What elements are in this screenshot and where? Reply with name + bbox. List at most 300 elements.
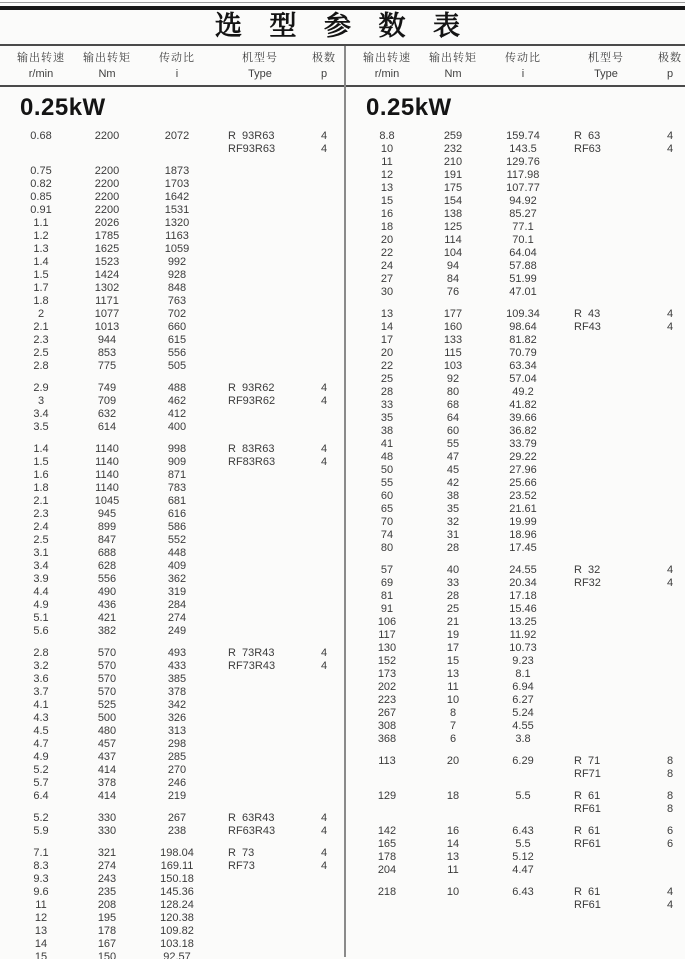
table-row: [352, 308, 685, 321]
cell-speed: 14: [34, 938, 48, 950]
cell-speed: 15: [380, 195, 394, 207]
col-header-ratio: [484, 51, 562, 81]
cell-poles: [304, 764, 344, 777]
cell-type: [216, 777, 304, 790]
cell-type: RF93R62: [228, 395, 276, 407]
cell-torque: 208: [97, 899, 117, 911]
cell-type: [562, 616, 650, 629]
cell-torque: 1785: [94, 230, 120, 242]
table-row: [352, 169, 685, 182]
cell-type: RF93R63: [228, 143, 276, 155]
model-block: [352, 886, 685, 912]
cell-speed: 12: [34, 912, 48, 924]
cell-type: [562, 221, 650, 234]
cell-type: [216, 360, 304, 373]
model-block: [6, 812, 344, 838]
cell-poles: [304, 938, 344, 951]
cell-ratio: 783: [167, 482, 187, 494]
cell-torque: 76: [446, 286, 460, 298]
table-row: [352, 803, 685, 816]
table-row: [6, 191, 344, 204]
cell-torque: 614: [97, 421, 117, 433]
cell-speed: 18: [380, 221, 394, 233]
cell-ratio: 107.77: [506, 182, 540, 194]
cell-ratio: 92.57: [163, 951, 191, 959]
cell-speed: 74: [380, 529, 394, 541]
table-row: [352, 286, 685, 299]
cell-torque: 235: [97, 886, 117, 898]
cell-torque: 899: [97, 521, 117, 533]
cell-torque: 60: [446, 425, 460, 437]
cell-speed: 308: [377, 720, 397, 732]
top-border-thin: [0, 2, 685, 3]
cell-ratio: 33.79: [509, 438, 537, 450]
model-block: [352, 130, 685, 299]
table-row: [6, 912, 344, 925]
cell-type: [562, 360, 650, 373]
cell-ratio: 219: [167, 790, 187, 802]
cell-speed: 3: [37, 395, 45, 407]
table-row: [352, 516, 685, 529]
cell-poles: [650, 590, 685, 603]
cell-speed: 3.4: [33, 560, 49, 572]
cell-type: [562, 642, 650, 655]
cell-poles: [650, 542, 685, 555]
cell-type: RF73R43: [228, 660, 276, 672]
cell-speed: 13: [34, 925, 48, 937]
cell-type: [562, 464, 650, 477]
table-row: [6, 586, 344, 599]
cell-type: [216, 712, 304, 725]
cell-type: RF32: [574, 577, 601, 589]
table-row: [352, 464, 685, 477]
cell-torque: 40: [446, 564, 460, 576]
table-row: [352, 130, 685, 143]
cell-poles: [304, 777, 344, 790]
cell-speed: 3.5: [33, 421, 49, 433]
table-row: [6, 925, 344, 938]
cell-poles: [304, 738, 344, 751]
cell-poles: [650, 668, 685, 681]
cell-type: [216, 178, 304, 191]
table-row: [6, 143, 344, 156]
cell-ratio: 681: [167, 495, 187, 507]
cell-speed: 2: [37, 308, 45, 320]
cell-torque: 414: [97, 790, 117, 802]
cell-torque: 274: [97, 860, 117, 872]
cell-type: [216, 308, 304, 321]
table-header-right: [346, 51, 685, 81]
cell-speed: 0.82: [30, 178, 52, 190]
table-row: [6, 204, 344, 217]
table-row: [6, 382, 344, 395]
cell-poles: [304, 873, 344, 886]
cell-ratio: 274: [167, 612, 187, 624]
cell-ratio: 238: [167, 825, 187, 837]
cell-poles: 4: [320, 395, 328, 407]
cell-poles: [650, 334, 685, 347]
cell-type: [216, 204, 304, 217]
cell-ratio: 29.22: [509, 451, 537, 463]
cell-torque: 175: [443, 182, 463, 194]
cell-ratio: 992: [167, 256, 187, 268]
col-header-unit: i: [175, 68, 179, 80]
cell-ratio: 81.82: [509, 334, 537, 346]
col-header-label: 输出转速: [17, 52, 65, 64]
cell-torque: 1077: [94, 308, 120, 320]
col-header-torque: [76, 51, 138, 81]
cell-torque: 19: [446, 629, 460, 641]
cell-torque: 1013: [94, 321, 120, 333]
cell-type: [216, 191, 304, 204]
cell-ratio: 51.99: [509, 273, 537, 285]
cell-type: [216, 408, 304, 421]
table-row: [6, 395, 344, 408]
cell-type: [216, 586, 304, 599]
col-header-torque: [422, 51, 484, 81]
cell-type: [216, 508, 304, 521]
cell-speed: 267: [377, 707, 397, 719]
cell-speed: 17: [380, 334, 394, 346]
table-row: [352, 221, 685, 234]
cell-speed: 5.2: [33, 812, 49, 824]
cell-ratio: 4.55: [512, 720, 534, 732]
col-header-type: [562, 51, 650, 81]
cell-speed: 25: [380, 373, 394, 385]
cell-poles: 8: [666, 768, 674, 780]
cell-type: [562, 707, 650, 720]
cell-type: [562, 490, 650, 503]
cell-type: [216, 495, 304, 508]
cell-poles: [650, 399, 685, 412]
cell-torque: 38: [446, 490, 460, 502]
cell-poles: [650, 156, 685, 169]
cell-torque: 68: [446, 399, 460, 411]
table-row: [352, 733, 685, 746]
table-row: [352, 886, 685, 899]
cell-poles: [304, 165, 344, 178]
cell-speed: 2.4: [33, 521, 49, 533]
cell-speed: 4.4: [33, 586, 49, 598]
cell-ratio: 39.66: [509, 412, 537, 424]
cell-torque: 28: [446, 542, 460, 554]
col-header-label: 机型号: [588, 52, 624, 64]
cell-torque: [76, 143, 138, 156]
cell-torque: [422, 768, 484, 781]
cell-type: [216, 738, 304, 751]
cell-torque: 210: [443, 156, 463, 168]
col-header-label: 输出转矩: [429, 52, 477, 64]
cell-type: [216, 699, 304, 712]
cell-ratio: 2072: [164, 130, 190, 142]
cell-type: RF61: [574, 803, 601, 815]
cell-speed: 5.7: [33, 777, 49, 789]
table-row: [6, 790, 344, 803]
cell-speed: 20: [380, 347, 394, 359]
page-title: 选 型 参 数 表: [214, 11, 470, 41]
cell-ratio: 270: [167, 764, 187, 776]
table-row: [352, 412, 685, 425]
cell-poles: 4: [320, 812, 328, 824]
cell-torque: 80: [446, 386, 460, 398]
cell-ratio: 159.74: [506, 130, 540, 142]
cell-torque: 945: [97, 508, 117, 520]
table-row: [352, 720, 685, 733]
table-row: [352, 603, 685, 616]
cell-poles: [650, 707, 685, 720]
cell-speed: 20: [380, 234, 394, 246]
cell-poles: [304, 712, 344, 725]
cell-poles: [304, 612, 344, 625]
cell-type: [562, 503, 650, 516]
cell-speed: 1.8: [33, 295, 49, 307]
cell-ratio: 15.46: [509, 603, 537, 615]
cell-ratio: 5.5: [515, 790, 531, 802]
cell-speed: 8.8: [379, 130, 395, 142]
cell-poles: [304, 469, 344, 482]
table-row: [6, 521, 344, 534]
cell-ratio: 120.38: [160, 912, 194, 924]
cell-speed: 3.6: [33, 673, 49, 685]
cell-speed: 41: [380, 438, 394, 450]
table-row: [6, 712, 344, 725]
table-row: [352, 838, 685, 851]
cell-poles: 4: [320, 143, 328, 155]
table-row: [352, 360, 685, 373]
cell-poles: 4: [666, 130, 674, 142]
cell-torque: 138: [443, 208, 463, 220]
table-row: [6, 860, 344, 873]
cell-ratio: 909: [167, 456, 187, 468]
cell-ratio: 5.12: [512, 851, 534, 863]
table-row: [6, 334, 344, 347]
table-body: [0, 87, 685, 959]
cell-ratio: [484, 899, 562, 912]
cell-torque: 6: [449, 733, 457, 745]
cell-torque: 42: [446, 477, 460, 489]
cell-speed: 9.3: [33, 873, 49, 885]
table-row: [352, 668, 685, 681]
cell-ratio: 412: [167, 408, 187, 420]
cell-ratio: 27.96: [509, 464, 537, 476]
cell-poles: [304, 725, 344, 738]
model-block: [352, 755, 685, 781]
table-row: [352, 542, 685, 555]
cell-poles: [650, 208, 685, 221]
cell-speed: 204: [377, 864, 397, 876]
cell-speed: 15: [34, 951, 48, 959]
cell-torque: 330: [97, 812, 117, 824]
cell-speed: 10: [380, 143, 394, 155]
table-row: [6, 560, 344, 573]
cell-type: RF43: [574, 321, 601, 333]
cell-ratio: 493: [167, 647, 187, 659]
table-row: [352, 321, 685, 334]
cell-poles: [650, 412, 685, 425]
cell-torque: 94: [446, 260, 460, 272]
cell-ratio: 17.18: [509, 590, 537, 602]
col-header-unit: Type: [248, 68, 272, 80]
cell-poles: 6: [666, 838, 674, 850]
table-row: [352, 334, 685, 347]
cell-poles: [650, 438, 685, 451]
cell-torque: 103: [443, 360, 463, 372]
cell-type: RF63: [574, 143, 601, 155]
cell-speed: 81: [380, 590, 394, 602]
table-row: [352, 273, 685, 286]
model-block: [352, 790, 685, 816]
cell-poles: [650, 234, 685, 247]
cell-speed: 12: [380, 169, 394, 181]
cell-ratio: 319: [167, 586, 187, 598]
cell-torque: 177: [443, 308, 463, 320]
cell-torque: 2200: [94, 204, 120, 216]
col-header-label: 机型号: [242, 52, 278, 64]
cell-ratio: 21.61: [509, 503, 537, 515]
cell-ratio: 1531: [164, 204, 190, 216]
cell-torque: 133: [443, 334, 463, 346]
cell-type: RF71: [574, 768, 601, 780]
cell-type: [562, 347, 650, 360]
cell-ratio: 57.88: [509, 260, 537, 272]
cell-ratio: 284: [167, 599, 187, 611]
col-header-label: 极数: [658, 52, 682, 64]
table-row: [6, 130, 344, 143]
model-block: [352, 564, 685, 746]
table-left-half: [0, 92, 344, 959]
cell-type: [562, 182, 650, 195]
cell-type: R 93R63: [228, 130, 275, 142]
cell-poles: [304, 495, 344, 508]
table-row: [6, 660, 344, 673]
table-header: [0, 46, 685, 87]
col-header-unit: r/min: [374, 68, 400, 80]
cell-speed: 65: [380, 503, 394, 515]
table-row: [352, 790, 685, 803]
cell-poles: 4: [666, 886, 674, 898]
cell-torque: 480: [97, 725, 117, 737]
cell-type: [216, 938, 304, 951]
cell-speed: 24: [380, 260, 394, 272]
col-header-speed: [6, 51, 76, 81]
cell-poles: [650, 490, 685, 503]
cell-type: [562, 425, 650, 438]
cell-poles: [304, 360, 344, 373]
col-header-unit: Nm: [98, 68, 116, 80]
cell-ratio: 109.82: [160, 925, 194, 937]
cell-poles: [304, 334, 344, 347]
cell-torque: 414: [97, 764, 117, 776]
cell-ratio: 10.73: [509, 642, 537, 654]
cell-speed: 91: [380, 603, 394, 615]
cell-type: [562, 273, 650, 286]
cell-poles: [304, 899, 344, 912]
cell-torque: 570: [97, 673, 117, 685]
cell-torque: 7: [449, 720, 457, 732]
cell-poles: [304, 308, 344, 321]
cell-type: [562, 529, 650, 542]
cell-speed: 27: [380, 273, 394, 285]
cell-ratio: 25.66: [509, 477, 537, 489]
cell-type: [216, 295, 304, 308]
cell-poles: [650, 720, 685, 733]
table-row: [6, 547, 344, 560]
cell-torque: 8: [449, 707, 457, 719]
cell-poles: 4: [666, 577, 674, 589]
cell-ratio: 3.8: [515, 733, 531, 745]
cell-poles: [650, 273, 685, 286]
cell-torque: 709: [97, 395, 117, 407]
cell-type: [562, 247, 650, 260]
cell-type: [216, 625, 304, 638]
cell-torque: 191: [443, 169, 463, 181]
table-row: [352, 768, 685, 781]
cell-speed: 69: [380, 577, 394, 589]
cell-poles: [650, 642, 685, 655]
cell-poles: 4: [320, 647, 328, 659]
model-block: [352, 825, 685, 877]
cell-speed: 4.1: [33, 699, 49, 711]
cell-torque: 15: [446, 655, 460, 667]
cell-speed: 142: [377, 825, 397, 837]
cell-torque: 25: [446, 603, 460, 615]
table-row: [6, 764, 344, 777]
cell-speed: 55: [380, 477, 394, 489]
cell-poles: [304, 547, 344, 560]
col-header-unit: Nm: [444, 68, 462, 80]
cell-type: [562, 590, 650, 603]
cell-torque: 92: [446, 373, 460, 385]
cell-type: [562, 334, 650, 347]
cell-ratio: 660: [167, 321, 187, 333]
cell-speed: 117: [378, 629, 396, 641]
cell-torque: 2200: [94, 191, 120, 203]
model-block: [6, 165, 344, 373]
cell-torque: 167: [97, 938, 117, 950]
cell-speed: 3.2: [33, 660, 49, 672]
cell-ratio: 19.99: [509, 516, 537, 528]
cell-type: R 73R43: [228, 647, 275, 659]
cell-poles: [650, 529, 685, 542]
cell-poles: [650, 221, 685, 234]
cell-poles: [650, 260, 685, 273]
cell-ratio: 763: [167, 295, 187, 307]
cell-poles: [304, 751, 344, 764]
table-row: [6, 408, 344, 421]
table-row: [352, 503, 685, 516]
cell-ratio: 1163: [165, 230, 189, 242]
cell-poles: [650, 451, 685, 464]
table-row: [6, 230, 344, 243]
cell-poles: 4: [666, 564, 674, 576]
cell-ratio: 169.11: [160, 860, 194, 872]
table-row: [352, 438, 685, 451]
cell-poles: 4: [320, 860, 328, 872]
cell-torque: 1302: [94, 282, 120, 294]
cell-torque: 125: [443, 221, 463, 233]
cell-type: [562, 286, 650, 299]
cell-torque: 570: [97, 660, 117, 672]
cell-type: [216, 482, 304, 495]
cell-ratio: 1320: [164, 217, 190, 229]
cell-ratio: 848: [167, 282, 187, 294]
cell-speed: 30: [380, 286, 394, 298]
cell-ratio: 1059: [164, 243, 190, 255]
cell-type: [216, 269, 304, 282]
cell-speed: [6, 143, 76, 156]
cell-poles: [650, 864, 685, 877]
cell-torque: 847: [97, 534, 117, 546]
